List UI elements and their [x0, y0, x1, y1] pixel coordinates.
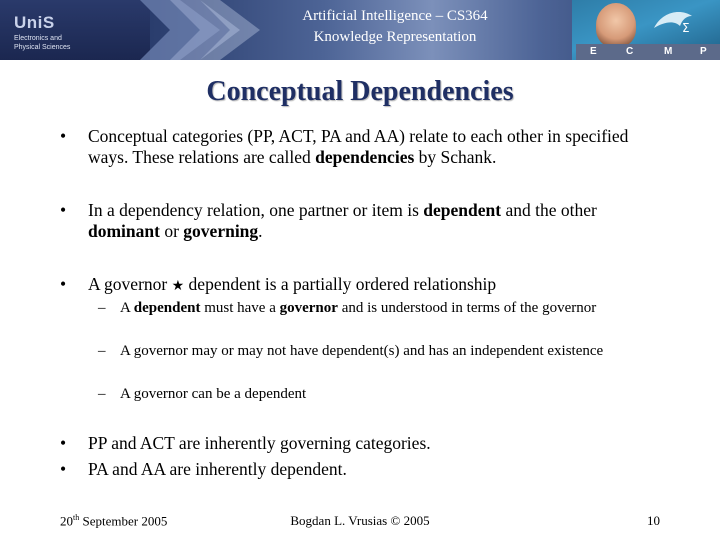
sub-bullet-text: A governor may or may not have dependent(s) and has an independent existence: [120, 343, 604, 359]
person-photo-icon: [596, 3, 636, 47]
sub-bullet-dependent-governor: [98, 299, 658, 317]
bullet-governing-categories: [60, 433, 660, 454]
sub-bullet-governor-can-be-dependent: [98, 385, 658, 403]
university-logo: [0, 0, 150, 60]
bullet-dependencies: [60, 126, 660, 168]
dash-icon: –: [98, 386, 106, 402]
page-number: 10: [647, 513, 660, 528]
footer-author: Bogdan L. Vrusias © 2005: [290, 513, 430, 528]
course-name: Artificial Intelligence – CS364: [302, 8, 488, 24]
bullet-governor-relationship: [60, 274, 660, 297]
bullet-icon: •: [60, 200, 67, 220]
footer-date: 20th September 2005: [60, 513, 168, 529]
logo-text: UniS: [14, 13, 55, 32]
bullet-dependency-relation: [60, 200, 660, 242]
sub-bullet-independent-existence: [98, 342, 658, 360]
sub-bullet-text: A dependent must have a governor and is understood in terms of the governor: [120, 300, 597, 316]
header-banner: [0, 0, 720, 60]
dash-icon: –: [98, 300, 106, 316]
ecmp-strip: [576, 44, 720, 60]
bullet-text: PA and AA are inherently dependent.: [88, 459, 347, 479]
sigma-dolphin-icon: [652, 6, 702, 36]
bullet-text: A governor ★ dependent is a partially ordered relationship: [88, 274, 497, 294]
arrow-graphic-icon: [140, 0, 260, 60]
bullet-icon: •: [60, 274, 67, 294]
bullet-icon: •: [60, 433, 67, 453]
sub-bullet-text: A governor can be a dependent: [120, 386, 307, 402]
ecmp-letter: C: [626, 46, 634, 57]
svg-text:Σ: Σ: [682, 21, 690, 35]
star-icon: ★: [171, 278, 185, 294]
bullet-icon: •: [60, 126, 67, 146]
lecture-topic: Knowledge Representation: [313, 29, 477, 45]
ecmp-letter: E: [590, 46, 597, 57]
slide-title: Conceptual Dependencies: [206, 76, 514, 107]
dash-icon: –: [98, 343, 106, 359]
logo-subtitle: Electronics and Physical Sciences: [14, 35, 71, 51]
bullet-text: Conceptual categories (PP, ACT, PA and AA) relate to each other in specified ways. These relations are called dependencies by Schank.: [88, 126, 629, 167]
ecmp-letter: M: [664, 46, 673, 57]
bullet-text: PP and ACT are inherently governing categories.: [88, 433, 431, 453]
bullet-dependent-categories: [60, 459, 660, 480]
bullet-icon: •: [60, 459, 67, 479]
ecmp-letter: P: [700, 46, 707, 57]
bullet-text: In a dependency relation, one partner or item is dependent and the other dominant or governing.: [88, 200, 597, 241]
course-title: [250, 6, 540, 48]
